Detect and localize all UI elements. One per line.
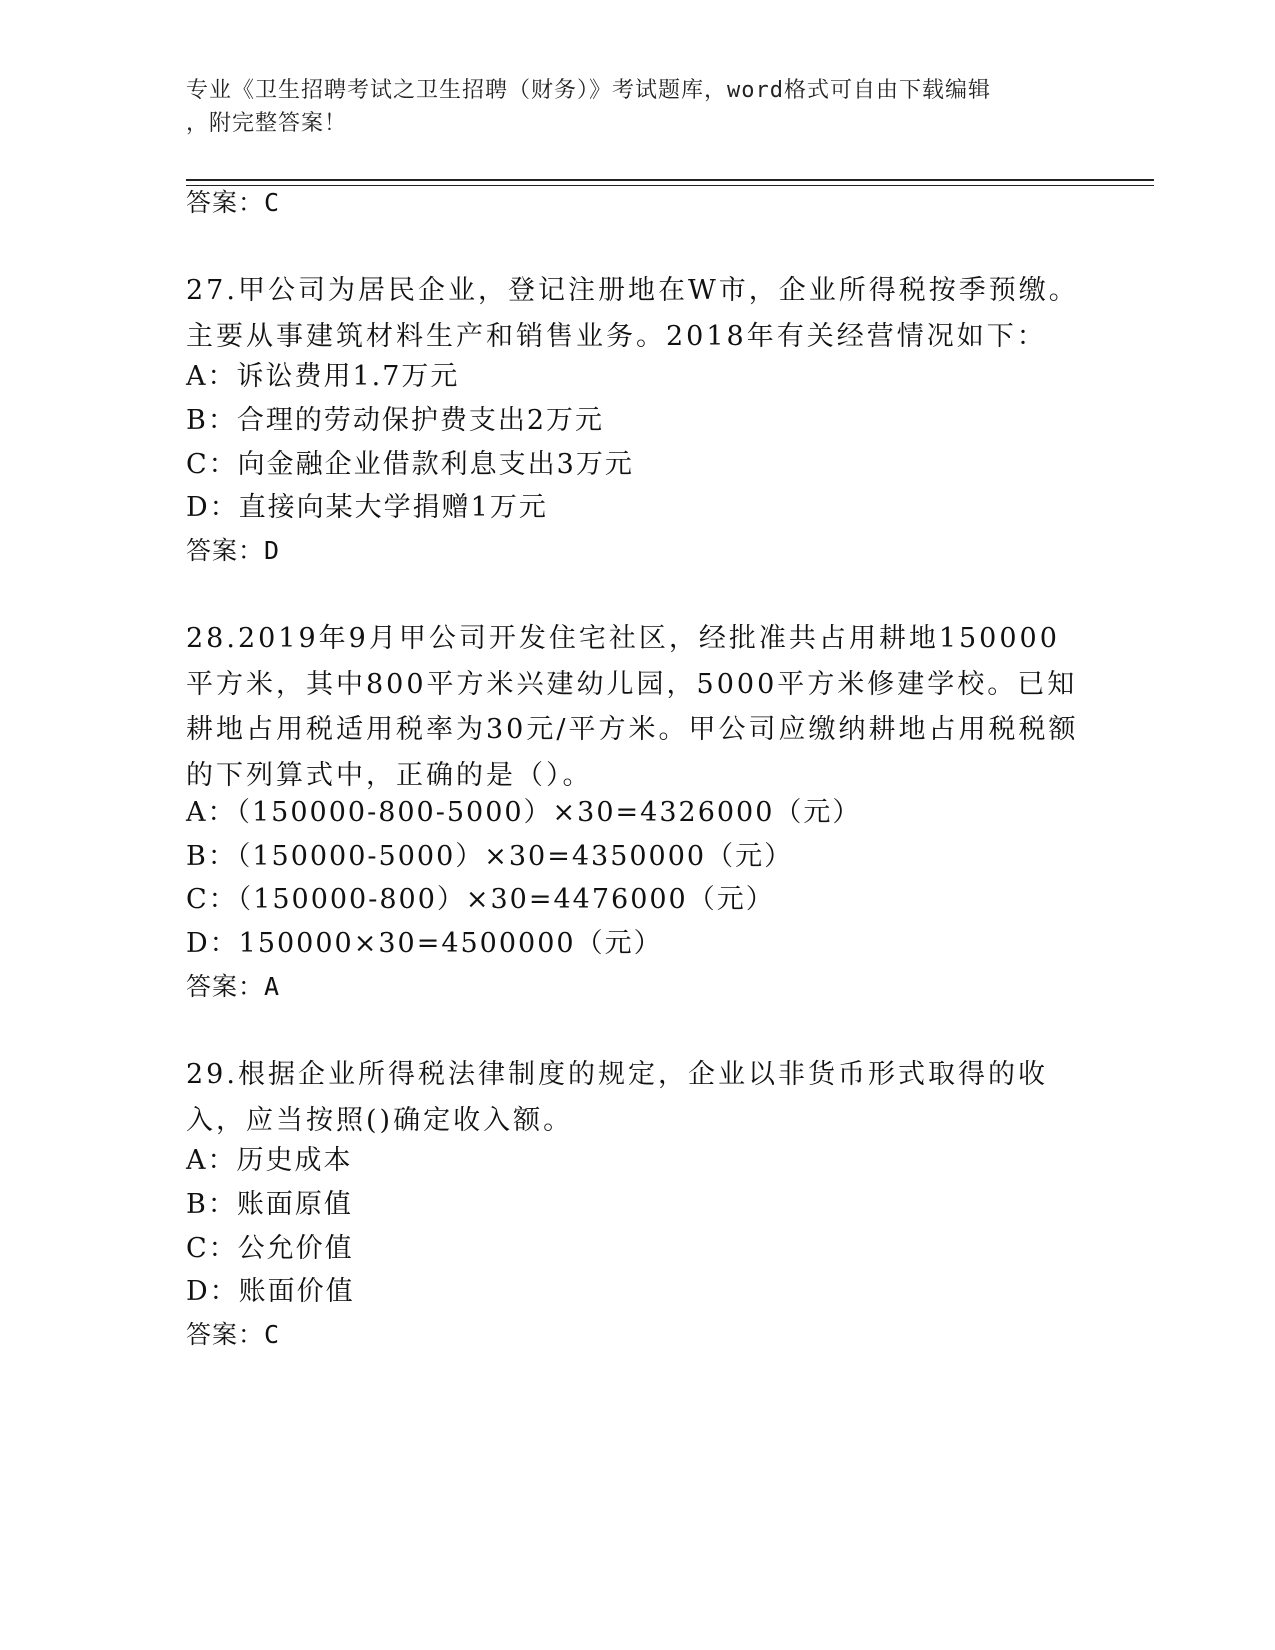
question-29-option-b: B：账面原值	[186, 1189, 353, 1220]
question-29-option-d: D：账面价值	[186, 1276, 355, 1307]
question-28-option-c: C：（150000-800）×30=4476000（元）	[186, 884, 775, 915]
question-28-option-b: B：（150000-5000）×30=4350000（元）	[186, 841, 794, 872]
page-header	[186, 74, 1066, 140]
header-line-1: 专业《卫生招聘考试之卫生招聘（财务）》考试题库，word格式可自由下载编辑	[186, 78, 991, 103]
header-rule-thick	[186, 179, 1154, 181]
prev-answer: 答案：C	[186, 188, 281, 217]
header-line-2: ，附完整答案！	[186, 111, 348, 136]
question-28-option-a: A：（150000-800-5000）×30=4326000（元）	[186, 797, 862, 828]
question-27-option-c: C：向金融企业借款利息支出3万元	[186, 449, 634, 480]
question-28-option-d: D：150000×30=4500000（元）	[186, 928, 663, 959]
question-28-stem: 28.2019年9月甲公司开发住宅社区，经批准共占用耕地150000平方米，其中800平方米兴建幼儿园，5000平方米修建学校。已知耕地占用税适用税率为30元/平方米。甲公司应缴纳耕地占用税税额的下列算式中，正确的是（）。	[186, 623, 1079, 791]
question-28-answer: 答案：A	[186, 972, 281, 1001]
question-29-stem: 29.根据企业所得税法律制度的规定，企业以非货币形式取得的收入，应当按照()确定收入额。	[186, 1059, 1048, 1136]
question-27-option-b: B：合理的劳动保护费支出2万元	[186, 405, 605, 436]
question-29-option-c: C：公允价值	[186, 1233, 354, 1264]
header-rule-thin	[186, 185, 1154, 186]
question-27-answer: 答案：D	[186, 536, 281, 565]
question-27-stem: 27.甲公司为居民企业，登记注册地在W市，企业所得税按季预缴。主要从事建筑材料生产和销售业务。2018年有关经营情况如下：	[186, 275, 1079, 352]
question-27-option-a: A：诉讼费用1.7万元	[186, 361, 460, 392]
question-29-option-a: A：历史成本	[186, 1145, 353, 1176]
question-27-option-d: D：直接向某大学捐赠1万元	[186, 492, 548, 523]
question-29-answer: 答案：C	[186, 1320, 281, 1349]
